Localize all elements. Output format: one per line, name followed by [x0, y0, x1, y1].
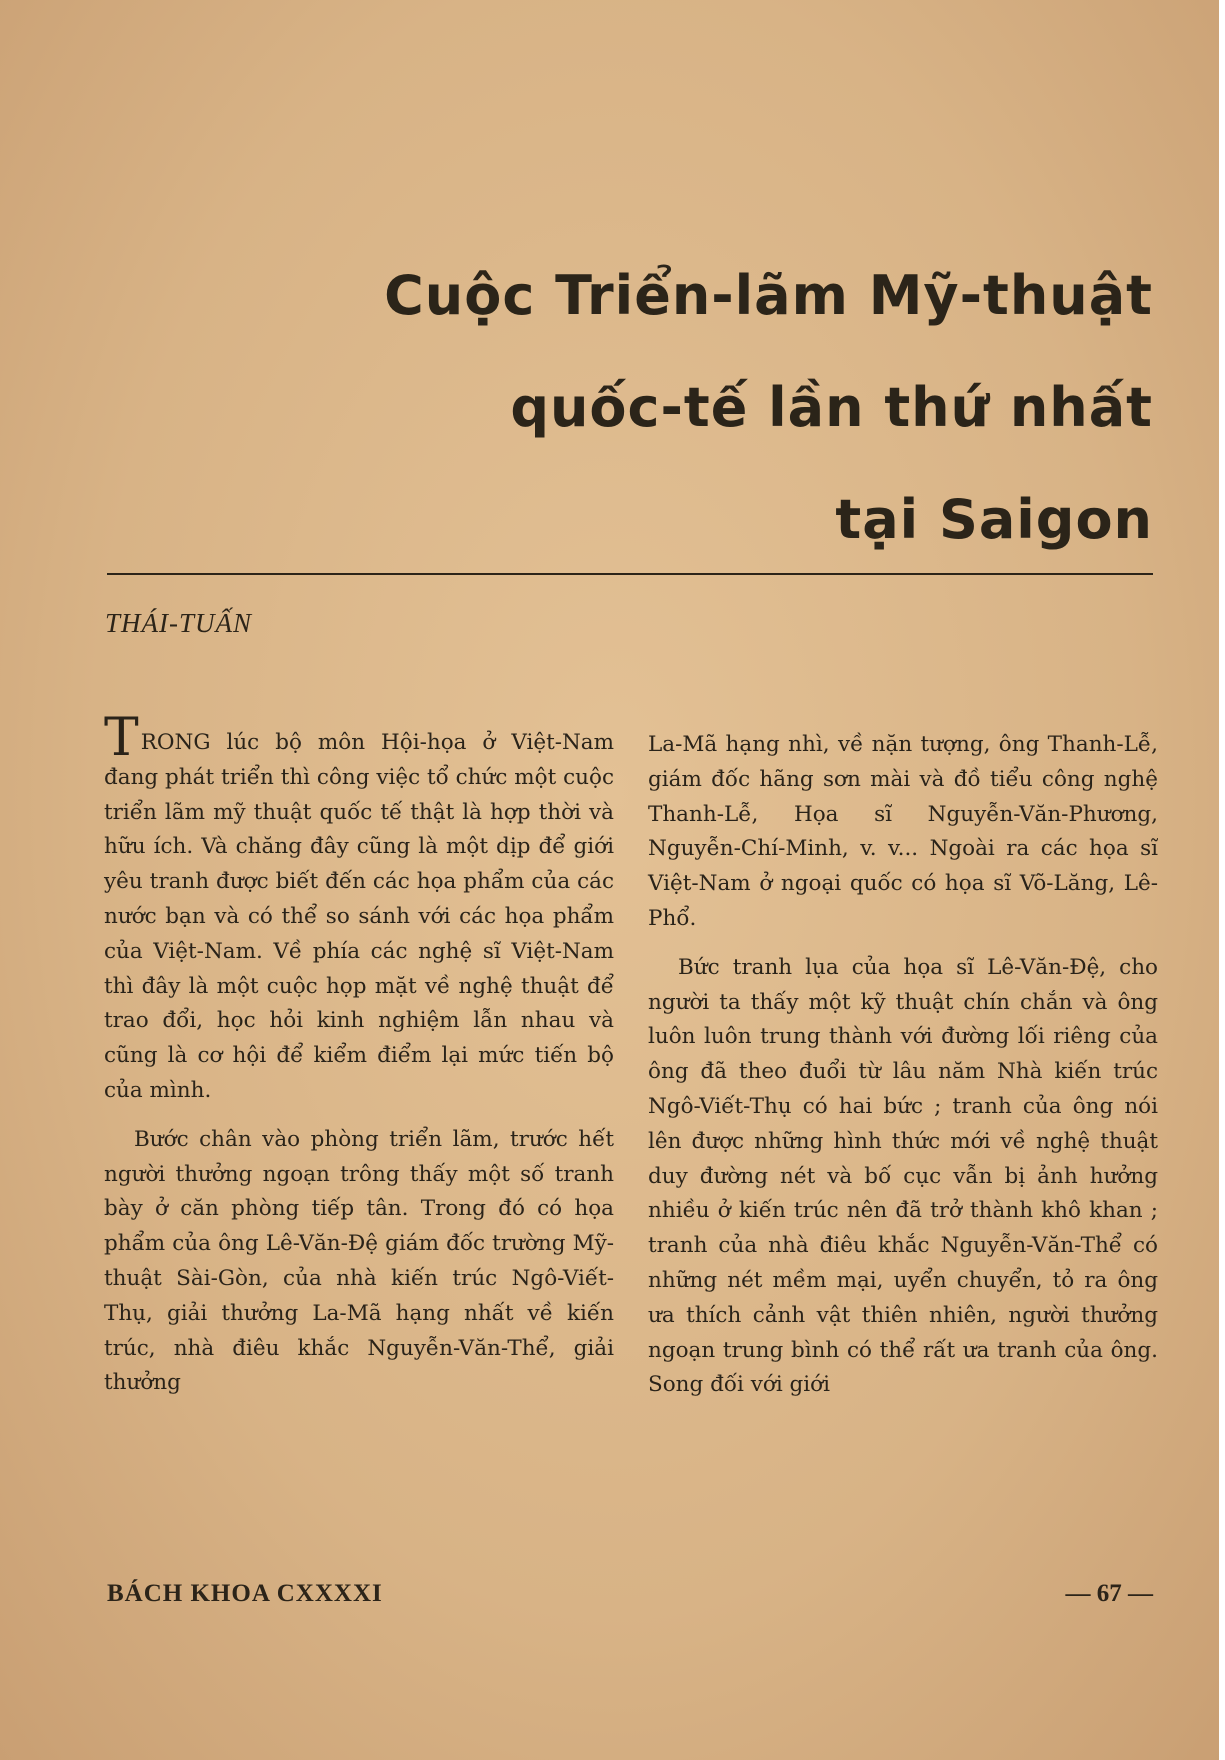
paragraph: Bước chân vào phòng triển lãm, trước hết người thưởng ngoạn trông thấy một số tranh bày ở căn phòng tiếp tân. Trong đó có họa phẩm của ông Lê-Văn-Đệ giám đốc trường Mỹ-thuật Sài-Gòn, của nhà kiến trúc Ngô-Viết-Thụ, giải thưởng La-Mã hạng nhất về kiến trúc, nhà điêu khắc Nguyễn-Văn-Thể, giải thưởng — [104, 1126, 614, 1396]
page-edge — [1219, 0, 1225, 1760]
article-title — [253, 240, 1153, 576]
paragraph: Bức tranh lụa của họa sĩ Lê-Văn-Đệ, cho người ta thấy một kỹ thuật chín chắn và ông luôn luôn trung thành với đường lối riêng của ông đã theo đuổi từ lâu năm Nhà kiến trúc Ngô-Viết-Thụ có hai bức ; tranh của ông nói lên được những hình thức mới về nghệ thuật duy đường nét và bố cục vẫn bị ảnh hưởng nhiều ở kiến trúc nên đã trở thành khô khan ; tranh của nhà điêu khắc Nguyễn-Văn-Thể có những nét mềm mại, uyển chuyển, tỏ ra ông ưa thích cảnh vật thiên nhiên, người thưởng ngoạn trung bình có thể rất ưa tranh của ông. Song đối với giới — [648, 954, 1158, 1398]
drop-cap: T — [104, 708, 139, 768]
author-byline: THÁI-TUẤN — [105, 608, 253, 638]
paragraph — [104, 708, 614, 1109]
right-column — [648, 728, 1158, 1417]
title-line-2: quốc-tế lần thứ nhất — [510, 376, 1153, 439]
paragraph-text: RONG lúc bộ môn Hội-họa ở Việt-Nam đang phát triển thì công việc tổ chức một cuộc triển lãm mỹ thuật quốc tế thật là hợp thời và hữu ích. Và chăng đây cũng là một dịp để giới yêu tranh được biết đến các họa phẩm của các nước bạn và có thể so sánh với các họa phẩm của Việt-Nam. Về phía các nghệ sĩ Việt-Nam thì đây là một cuộc họp mặt về nghệ thuật để trao đổi, học hỏi kinh nghiệm lẫn nhau và cũng là cơ hội để kiểm điểm lại mức tiến bộ của mình. — [104, 730, 614, 1103]
title-divider — [107, 573, 1153, 575]
page-number: — 67 — — [1065, 1580, 1153, 1607]
paragraph: La-Mã hạng nhì, về nặn tượng, ông Thanh-Lễ, giám đốc hãng sơn mài và đồ tiểu công nghệ Thanh-Lễ, Họa sĩ Nguyễn-Văn-Phương, Nguyễn-Chí-Minh, v. v... Ngoài ra các họa sĩ Việt-Nam ở ngoại quốc có họa sĩ Võ-Lăng, Lê-Phổ. — [648, 732, 1158, 931]
left-column — [104, 708, 614, 1415]
title-line-1: Cuộc Triển-lãm Mỹ-thuật — [384, 264, 1153, 327]
title-line-3: tại Saigon — [835, 488, 1153, 551]
publication-footer: BÁCH KHOA CXXXXI — [107, 1580, 383, 1607]
